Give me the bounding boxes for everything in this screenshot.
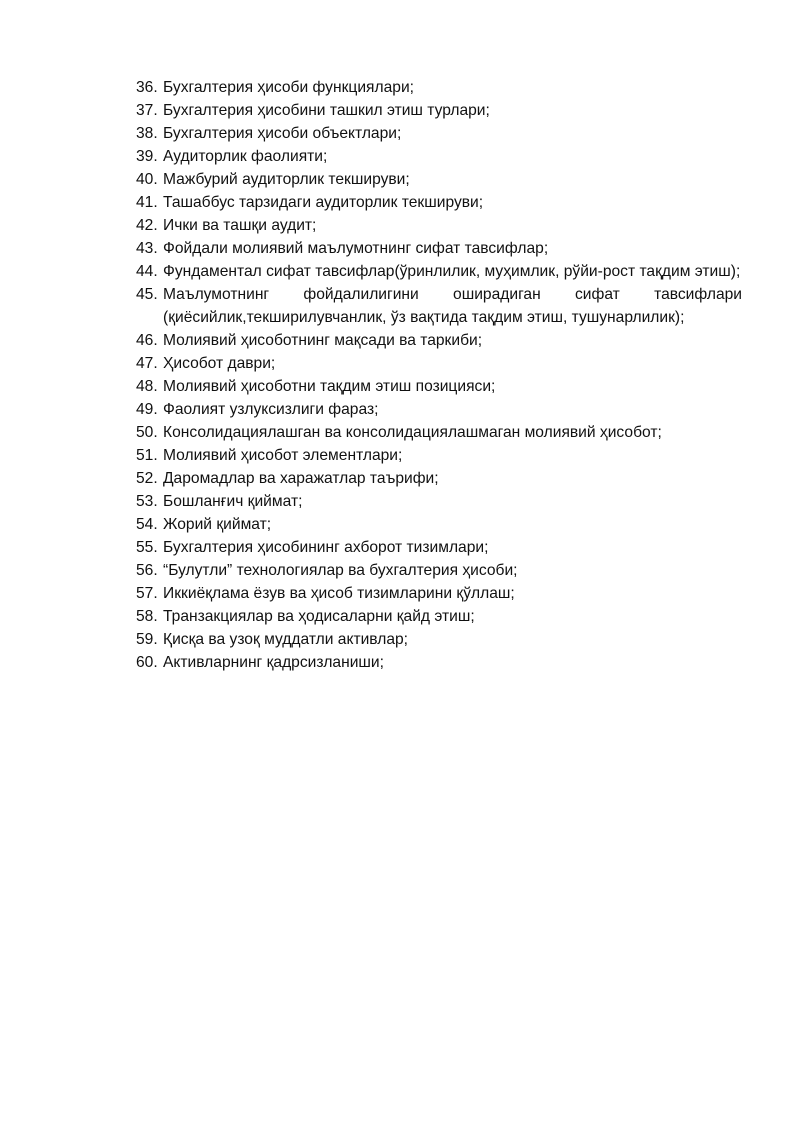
list-item (136, 375, 742, 398)
item-number: 56. (136, 562, 158, 579)
item-number: 43. (136, 240, 158, 257)
item-number: 49. (136, 401, 158, 418)
list-item (136, 191, 742, 214)
item-number: 52. (136, 470, 158, 487)
list-item (136, 421, 742, 444)
item-text: Транзакциялар ва ҳодисаларни қайд этиш; (163, 608, 475, 625)
item-text: Аудиторлик фаолияти; (163, 148, 328, 165)
list-item (136, 237, 742, 260)
item-text: Ҳисобот даври; (163, 355, 276, 372)
item-text: Активларнинг қадрсизланиши; (163, 654, 384, 671)
list-item (136, 536, 742, 559)
list-item (136, 582, 742, 605)
list-item (136, 559, 742, 582)
item-text: Фаолият узлуксизлиги фараз; (163, 401, 379, 418)
item-text: Молиявий ҳисобот элементлари; (163, 447, 403, 464)
item-text: Фойдали молиявий маълумотнинг сифат тавсифлар; (163, 240, 549, 257)
item-text: Бошланғич қиймат; (163, 493, 303, 510)
item-text: Қисқа ва узоқ муддатли активлар; (163, 631, 408, 648)
list-item (136, 283, 742, 329)
item-text: Иккиёқлама ёзув ва ҳисоб тизимларини қўллаш; (163, 585, 515, 602)
item-number: 57. (136, 585, 158, 602)
list-item (136, 628, 742, 651)
list-item (136, 513, 742, 536)
item-text: Консолидациялашган ва консолидациялашмаган молиявий ҳисобот; (163, 424, 662, 441)
item-text: Молиявий ҳисоботнинг мақсади ва таркиби; (163, 332, 483, 349)
item-text: Даромадлар ва харажатлар таърифи; (163, 470, 439, 487)
item-text: Бухгалтерия ҳисоби объектлари; (163, 125, 402, 142)
item-number: 59. (136, 631, 158, 648)
item-number: 51. (136, 447, 158, 464)
list-item (136, 651, 742, 674)
list-item (136, 605, 742, 628)
topic-list (136, 76, 742, 674)
item-text: Мажбурий аудиторлик текшируви; (163, 171, 410, 188)
item-text: “Булутли” технологиялар ва бухгалтерия ҳисоби; (163, 562, 518, 579)
item-number: 47. (136, 355, 158, 372)
list-item (136, 329, 742, 352)
item-number: 37. (136, 102, 158, 119)
item-text: Бухгалтерия ҳисобининг ахборот тизимлари; (163, 539, 489, 556)
item-number: 36. (136, 79, 158, 96)
item-number: 58. (136, 608, 158, 625)
item-number: 50. (136, 424, 158, 441)
list-item (136, 122, 742, 145)
list-item (136, 145, 742, 168)
item-number: 55. (136, 539, 158, 556)
item-number: 46. (136, 332, 158, 349)
item-number: 40. (136, 171, 158, 188)
list-item (136, 168, 742, 191)
item-number: 53. (136, 493, 158, 510)
item-number: 48. (136, 378, 158, 395)
list-item (136, 352, 742, 375)
list-item (136, 467, 742, 490)
item-number: 44. (136, 263, 158, 280)
item-text: Маълумотнинг фойдалилигини оширадиган сифат тавсифлари (қиёсийлик,текширилувчанлик, ўз вақтида тақдим этиш, тушунарлилик); (163, 286, 742, 326)
list-item (136, 444, 742, 467)
item-text: Бухгалтерия ҳисобини ташкил этиш турлари; (163, 102, 490, 119)
item-text: Жорий қиймат; (163, 516, 272, 533)
item-text: Молиявий ҳисоботни тақдим этиш позицияси; (163, 378, 496, 395)
item-number: 39. (136, 148, 158, 165)
item-number: 60. (136, 654, 158, 671)
item-text: Фундаментал сифат тавсифлар(ўринлилик, муҳимлик, рўйи-рост тақдим этиш); (163, 263, 741, 280)
list-item (136, 490, 742, 513)
list-item (136, 76, 742, 99)
item-number: 38. (136, 125, 158, 142)
item-number: 41. (136, 194, 158, 211)
item-number: 54. (136, 516, 158, 533)
item-number: 45. (136, 286, 158, 303)
list-item (136, 214, 742, 237)
item-text: Бухгалтерия ҳисоби функциялари; (163, 79, 414, 96)
item-text: Ички ва ташқи аудит; (163, 217, 317, 234)
item-text: Ташаббус тарзидаги аудиторлик текшируви; (163, 194, 484, 211)
list-item (136, 398, 742, 421)
list-item (136, 99, 742, 122)
list-item (136, 260, 742, 283)
item-number: 42. (136, 217, 158, 234)
